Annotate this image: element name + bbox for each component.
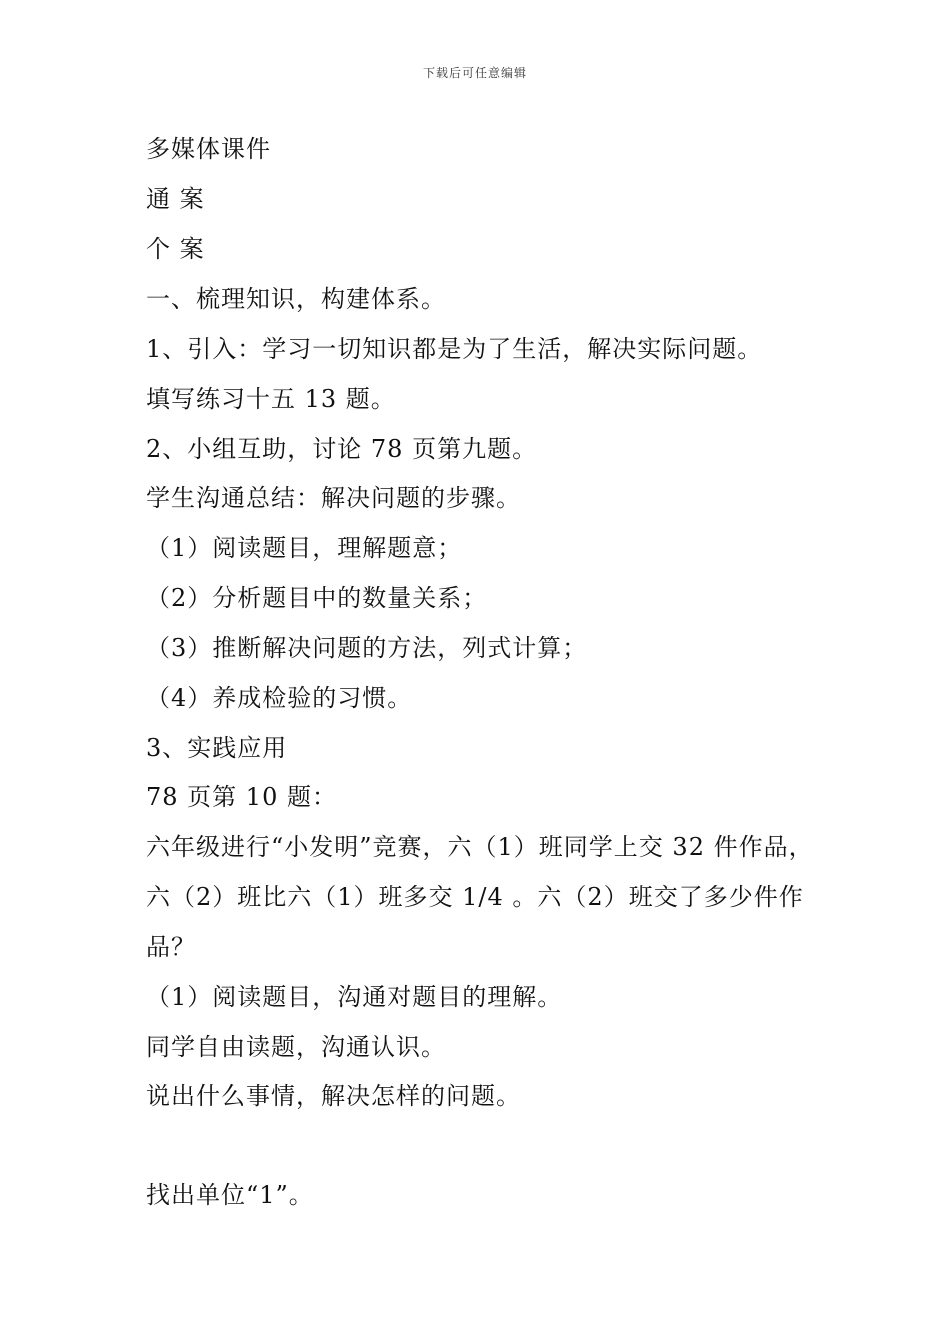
text-line: 1、引入：学习一切知识都是为了生活，解决实际问题。 bbox=[146, 335, 763, 363]
text-line: 个 案 bbox=[146, 235, 205, 263]
step-item: （4）养成检验的习惯。 bbox=[146, 684, 413, 712]
step-item: （3）推断解决问题的方法，列式计算； bbox=[146, 634, 588, 662]
problem-text: 品？ bbox=[146, 933, 196, 961]
problem-text: 六年级进行“小发明”竞赛，六（1）班同学上交 32 件作品， bbox=[146, 833, 814, 861]
text-line: 通 案 bbox=[146, 185, 205, 213]
text-line: 3、实践应用 bbox=[146, 734, 288, 762]
text-line: 2、小组互助，讨论 78 页第九题。 bbox=[146, 435, 538, 463]
section-heading: 一、梳理知识，构建体系。 bbox=[146, 285, 446, 313]
text-line: 78 页第 10 题： bbox=[146, 783, 337, 811]
text-line: 多媒体课件 bbox=[146, 135, 271, 163]
text-line: 找出单位“1”。 bbox=[146, 1181, 314, 1209]
step-item: （1）阅读题目，沟通对题目的理解。 bbox=[146, 983, 563, 1011]
step-item: （1）阅读题目，理解题意； bbox=[146, 534, 463, 562]
text-line: 同学自由读题，沟通认识。 bbox=[146, 1033, 446, 1061]
text-line: 学生沟通总结：解决问题的步骤。 bbox=[146, 484, 521, 512]
problem-text: 六（2）班比六（1）班多交 1/4 。六（2）班交了多少件作 bbox=[146, 883, 804, 911]
text-line: 说出什么事情，解决怎样的问题。 bbox=[146, 1082, 521, 1110]
step-item: （2）分析题目中的数量关系； bbox=[146, 584, 488, 612]
page-header: 下载后可任意编辑 bbox=[422, 66, 527, 80]
text-line: 填写练习十五 13 题。 bbox=[146, 385, 396, 413]
